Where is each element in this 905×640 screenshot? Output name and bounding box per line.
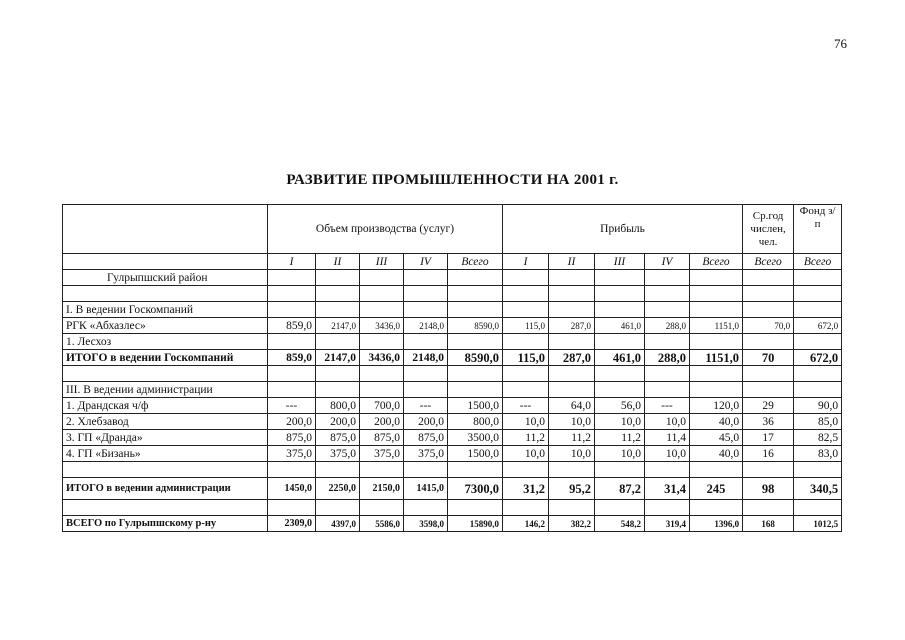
page-title: РАЗВИТИЕ ПРОМЫШЛЕННОСТИ НА 2001 г. bbox=[286, 172, 619, 188]
cell: 548,2 bbox=[595, 516, 645, 532]
cell: 875,0 bbox=[268, 430, 316, 446]
cell: 375,0 bbox=[316, 446, 360, 462]
cell: 2147,0 bbox=[316, 350, 360, 366]
cell: 40,0 bbox=[690, 414, 743, 430]
cell: 2148,0 bbox=[404, 350, 448, 366]
table-row bbox=[63, 430, 842, 446]
cell: 10,0 bbox=[595, 446, 645, 462]
row-label: 1. Драндская ч/ф bbox=[63, 398, 268, 414]
header-avg-staff-total: Всего bbox=[743, 254, 794, 270]
header-profit-total: Всего bbox=[690, 254, 743, 270]
cell: 10,0 bbox=[503, 446, 549, 462]
cell: 10,0 bbox=[595, 414, 645, 430]
cell: 375,0 bbox=[360, 446, 404, 462]
table-row bbox=[63, 398, 842, 414]
cell: 56,0 bbox=[595, 398, 645, 414]
cell: 8590,0 bbox=[448, 318, 503, 334]
cell: 288,0 bbox=[645, 350, 690, 366]
cell: 1151,0 bbox=[690, 350, 743, 366]
cell: 461,0 bbox=[595, 318, 645, 334]
cell: 7300,0 bbox=[448, 478, 503, 500]
cell: 2309,0 bbox=[268, 516, 316, 532]
cell: 200,0 bbox=[360, 414, 404, 430]
cell: --- bbox=[404, 398, 448, 414]
header-profit-q3: III bbox=[595, 254, 645, 270]
cell: 10,0 bbox=[503, 414, 549, 430]
cell: 98 bbox=[743, 478, 794, 500]
cell: 10,0 bbox=[645, 414, 690, 430]
header-q1: I bbox=[268, 254, 316, 270]
cell: 200,0 bbox=[316, 414, 360, 430]
cell: 3598,0 bbox=[404, 516, 448, 532]
cell: 31,4 bbox=[645, 478, 690, 500]
cell: 2250,0 bbox=[316, 478, 360, 500]
cell: 87,2 bbox=[595, 478, 645, 500]
table-row bbox=[63, 414, 842, 430]
cell: 11,4 bbox=[645, 430, 690, 446]
cell: 4397,0 bbox=[316, 516, 360, 532]
cell: 29 bbox=[743, 398, 794, 414]
cell: 1151,0 bbox=[690, 318, 743, 334]
cell: 11,2 bbox=[549, 430, 595, 446]
header-profit: Прибыль bbox=[503, 205, 743, 254]
header-profit-q2: II bbox=[549, 254, 595, 270]
cell: 45,0 bbox=[690, 430, 743, 446]
cell: 375,0 bbox=[268, 446, 316, 462]
header-profit-q4: IV bbox=[645, 254, 690, 270]
cell: 95,2 bbox=[549, 478, 595, 500]
cell: 10,0 bbox=[645, 446, 690, 462]
row-label: ВСЕГО по Гулрыпшскому р-ну bbox=[63, 516, 268, 532]
row-label: 3. ГП «Дранда» bbox=[63, 430, 268, 446]
spacer-row bbox=[63, 500, 842, 516]
header-row-groups bbox=[63, 205, 842, 254]
region-row bbox=[63, 270, 842, 286]
cell: 672,0 bbox=[794, 350, 842, 366]
cell: 10,0 bbox=[549, 414, 595, 430]
row-label: 1. Лесхоз bbox=[63, 334, 268, 350]
header-volume: Объем производства (услуг) bbox=[268, 205, 503, 254]
cell: 1450,0 bbox=[268, 478, 316, 500]
cell: 83,0 bbox=[794, 446, 842, 462]
page-number: 76 bbox=[834, 36, 847, 51]
cell: 672,0 bbox=[794, 318, 842, 334]
cell: 875,0 bbox=[404, 430, 448, 446]
header-total: Всего bbox=[448, 254, 503, 270]
cell: 382,2 bbox=[549, 516, 595, 532]
row-label: РГК «Абхазлес» bbox=[63, 318, 268, 334]
table-row bbox=[63, 446, 842, 462]
header-row-quarters bbox=[63, 254, 842, 270]
cell: 115,0 bbox=[503, 350, 549, 366]
cell: 8590,0 bbox=[448, 350, 503, 366]
cell: 115,0 bbox=[503, 318, 549, 334]
cell: 319,4 bbox=[645, 516, 690, 532]
cell: 859,0 bbox=[268, 350, 316, 366]
cell: 64,0 bbox=[549, 398, 595, 414]
cell: 245 bbox=[690, 478, 743, 500]
cell: 36 bbox=[743, 414, 794, 430]
cell: 40,0 bbox=[690, 446, 743, 462]
cell: 17 bbox=[743, 430, 794, 446]
cell: 461,0 bbox=[595, 350, 645, 366]
cell: 120,0 bbox=[690, 398, 743, 414]
region-label: Гулрыпшский район bbox=[63, 270, 268, 286]
row-label: 2. Хлебзавод bbox=[63, 414, 268, 430]
cell: 340,5 bbox=[794, 478, 842, 500]
cell: 85,0 bbox=[794, 414, 842, 430]
cell: 875,0 bbox=[360, 430, 404, 446]
header-q2: II bbox=[316, 254, 360, 270]
cell: 31,2 bbox=[503, 478, 549, 500]
cell: 1012,5 bbox=[794, 516, 842, 532]
cell: 70,0 bbox=[743, 318, 794, 334]
cell: 800,0 bbox=[316, 398, 360, 414]
spacer-row bbox=[63, 286, 842, 302]
cell: --- bbox=[645, 398, 690, 414]
header-q4: IV bbox=[404, 254, 448, 270]
cell: 11,2 bbox=[595, 430, 645, 446]
cell: 1415,0 bbox=[404, 478, 448, 500]
cell: 1500,0 bbox=[448, 398, 503, 414]
cell: --- bbox=[503, 398, 549, 414]
header-q3: III bbox=[360, 254, 404, 270]
cell: --- bbox=[268, 398, 316, 414]
cell: 287,0 bbox=[549, 318, 595, 334]
header-corner bbox=[63, 205, 268, 254]
grand-total-row bbox=[63, 516, 842, 532]
row-label: ИТОГО в ведении администрации bbox=[63, 478, 268, 500]
total-row-state-companies bbox=[63, 350, 842, 366]
cell: 90,0 bbox=[794, 398, 842, 414]
table-row bbox=[63, 318, 842, 334]
header-avg-staff: Ср.год числен, чел. bbox=[743, 205, 794, 254]
spacer-row bbox=[63, 366, 842, 382]
cell: 70 bbox=[743, 350, 794, 366]
cell: 875,0 bbox=[316, 430, 360, 446]
cell: 3500,0 bbox=[448, 430, 503, 446]
cell: 1500,0 bbox=[448, 446, 503, 462]
cell: 16 bbox=[743, 446, 794, 462]
cell: 1396,0 bbox=[690, 516, 743, 532]
section-label: III. В ведении администрации bbox=[63, 382, 268, 398]
cell: 146,2 bbox=[503, 516, 549, 532]
cell: 82,5 bbox=[794, 430, 842, 446]
row-label: 4. ГП «Бизань» bbox=[63, 446, 268, 462]
cell: 375,0 bbox=[404, 446, 448, 462]
header-wage-fund: Фонд з/п bbox=[794, 205, 842, 254]
header-wage-fund-total: Всего bbox=[794, 254, 842, 270]
cell: 700,0 bbox=[360, 398, 404, 414]
cell: 168 bbox=[743, 516, 794, 532]
section-label: I. В ведении Госкомпаний bbox=[63, 302, 268, 318]
cell: 2150,0 bbox=[360, 478, 404, 500]
cell: 3436,0 bbox=[360, 350, 404, 366]
cell: 200,0 bbox=[404, 414, 448, 430]
cell: 288,0 bbox=[645, 318, 690, 334]
cell: 287,0 bbox=[549, 350, 595, 366]
cell: 2147,0 bbox=[316, 318, 360, 334]
cell: 5586,0 bbox=[360, 516, 404, 532]
cell: 3436,0 bbox=[360, 318, 404, 334]
row-label: ИТОГО в ведении Госкомпаний bbox=[63, 350, 268, 366]
cell: 859,0 bbox=[268, 318, 316, 334]
header-sub-corner bbox=[63, 254, 268, 270]
header-profit-q1: I bbox=[503, 254, 549, 270]
cell: 800,0 bbox=[448, 414, 503, 430]
cell: 11,2 bbox=[503, 430, 549, 446]
spacer-row bbox=[63, 462, 842, 478]
section-row-administration bbox=[63, 382, 842, 398]
table-row bbox=[63, 334, 842, 350]
cell: 2148,0 bbox=[404, 318, 448, 334]
cell: 10,0 bbox=[549, 446, 595, 462]
section-row-state-companies bbox=[63, 302, 842, 318]
industry-development-table bbox=[62, 204, 842, 532]
cell: 200,0 bbox=[268, 414, 316, 430]
total-row-administration bbox=[63, 478, 842, 500]
cell: 15890,0 bbox=[448, 516, 503, 532]
